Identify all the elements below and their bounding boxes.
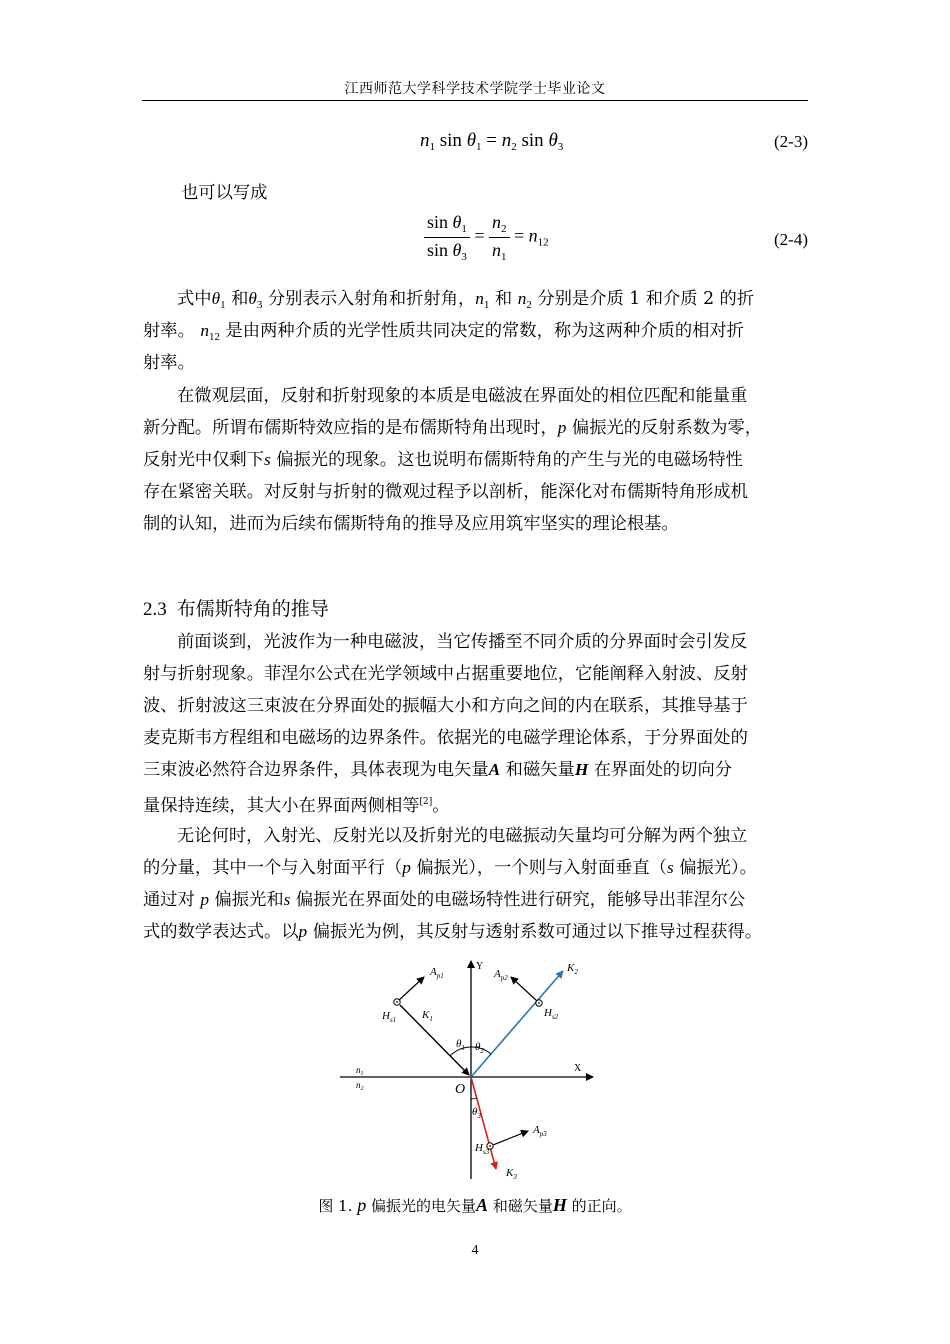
refracted-H-dot [489, 1145, 491, 1147]
math-symbol: θ [248, 289, 257, 308]
math-symbol: s [263, 450, 271, 469]
text: 式的数学表达式。以 [143, 922, 299, 942]
subscript: 12 [209, 331, 220, 343]
eq-symbol: θ [452, 212, 462, 232]
eq-symbol: θ [452, 240, 462, 260]
text: 波、折射波这三束波在分界面处的振幅大小和方向之间的内在联系，其推导基于 [143, 696, 748, 716]
medium-2-label: $n_2$ [356, 1080, 364, 1092]
equation-2-3 [420, 130, 563, 153]
math-symbol: n [475, 289, 484, 308]
label-Hs1: $H_{s1}$ [382, 1010, 397, 1024]
label-Ap2: $A_{p2}$ [494, 968, 508, 982]
text: 和 [494, 289, 513, 309]
text: 无论何时，入射光、反射光以及折射光的电磁振动矢量均可分解为两个独立 [177, 826, 748, 846]
incident-H-dot [396, 1001, 398, 1003]
text: 偏振光的电矢量 [371, 1197, 477, 1215]
math-symbol: s [666, 858, 674, 877]
math-symbol: p [357, 1195, 367, 1215]
eq-operator: = [514, 225, 525, 246]
label-theta1: $\theta_1$ [456, 1038, 465, 1052]
text: 分别表示入射角和折射角， [267, 289, 476, 309]
eq-function: sin [427, 240, 449, 260]
text: 和 [231, 289, 249, 309]
math-symbol: n [517, 289, 527, 308]
math-symbol: n [200, 321, 209, 340]
math-symbol: A [488, 760, 501, 779]
text: 分别是介质 1 和介质 2 的折 [537, 289, 755, 309]
equation-intro: 也可以写成 [181, 183, 268, 203]
figure-caption [0, 1195, 950, 1216]
text: 通过对 [143, 890, 195, 910]
math-symbol: H [574, 760, 589, 779]
text: 偏振光）。 [679, 858, 757, 878]
eq-symbol: n [501, 130, 512, 151]
label-Ap3: $A_{p3}$ [533, 1124, 547, 1138]
text: 新分配。所谓布儒斯特效应指的是布儒斯特角出现时， [143, 418, 558, 438]
math-symbol: s [283, 890, 291, 909]
label-K1: $K_1$ [422, 1009, 433, 1023]
text: 的正向。 [571, 1197, 632, 1215]
text: 偏振光和 [214, 890, 284, 910]
equation-2-4 [424, 212, 549, 263]
math-symbol: p [298, 922, 308, 941]
label-K2: $K_2$ [567, 962, 578, 976]
text: 。 [432, 796, 450, 816]
math-symbol: H [552, 1195, 567, 1215]
equation-number: (2-4) [774, 230, 808, 249]
math-symbol: p [402, 858, 411, 877]
incident-E-vector [398, 977, 424, 1001]
eq-function: sin [427, 212, 449, 232]
reflected-H-dot [538, 1002, 540, 1004]
text: 式中 [177, 289, 212, 309]
angle-arc-3 [471, 1098, 477, 1099]
label-Ap1: $A_{p1}$ [430, 966, 444, 980]
text: 的分量，其中一个与入射面平行（ [143, 858, 403, 878]
eq-symbol: n [492, 240, 502, 260]
equation-number: (2-3) [774, 132, 808, 151]
text: 在微观层面，反射和折射现象的本质是电磁波在界面处的相位匹配和能量重 [177, 386, 748, 406]
text: 偏振光的现象。这也说明布儒斯特角的产生与光的电磁场特性 [276, 450, 743, 470]
label-Hs2: $H_{s2}$ [544, 1007, 559, 1021]
text: 是由两种介质的光学性质共同决定的常数，称为这两种介质的相对折 [225, 321, 744, 341]
eq-subscript: 3 [461, 251, 467, 263]
math-symbol: θ [211, 289, 221, 308]
text: 前面谈到，光波作为一种电磁波，当它传播至不同介质的分界面时会引发反 [177, 632, 748, 652]
medium-1-label: $n_1$ [356, 1065, 364, 1077]
text: 和磁矢量 [492, 1197, 553, 1215]
label-Hs3: $H_{s3}$ [475, 1142, 490, 1156]
eq-subscript: 12 [537, 236, 549, 249]
page-number: 4 [471, 1243, 479, 1258]
eq-symbol: θ [466, 130, 477, 151]
fraction [489, 212, 510, 263]
eq-subscript: 1 [501, 251, 507, 263]
reflected-E-vector [511, 977, 537, 1001]
eq-function: sin [439, 130, 462, 151]
y-axis-label: Y [476, 961, 484, 972]
eq-symbol: n [528, 225, 538, 246]
running-header: 江西师范大学科学技术学院学士毕业论文 [344, 81, 606, 97]
eq-function: sin [521, 130, 544, 151]
text: 量保持连续，其大小在界面两侧相等 [143, 796, 420, 816]
paragraph-definitions [143, 283, 808, 379]
fraction [424, 212, 470, 263]
text: 和磁矢量 [505, 760, 575, 780]
eq-symbol: θ [548, 130, 558, 151]
caption-prefix: 图 1. [318, 1197, 353, 1215]
text: 射率。 [143, 353, 195, 373]
eq-subscript: 1 [476, 141, 482, 153]
text: 偏振光的反射系数为零， [571, 418, 763, 438]
reflected-ray [471, 971, 563, 1077]
eq-operator: = [486, 130, 497, 151]
section-title: 布儒斯特角的推导 [176, 598, 329, 620]
section-heading [143, 594, 329, 621]
text: 麦克斯韦方程组和电磁场的边界条件。依据光的电磁学理论体系，于分界面处的 [143, 728, 748, 748]
eq-subscript: 1 [429, 141, 435, 153]
refracted-E-vector [493, 1131, 528, 1145]
math-symbol: A [476, 1195, 489, 1215]
eq-symbol: n [492, 212, 502, 232]
x-axis-label: X [574, 1063, 582, 1074]
citation: [2] [419, 797, 433, 807]
subscript: 1 [483, 299, 490, 311]
subscript: 1 [220, 299, 226, 311]
label-theta2: $\theta_2$ [475, 1041, 484, 1055]
eq-operator: = [474, 225, 485, 246]
label-K3: $K_3$ [506, 1167, 517, 1181]
header-rule [142, 100, 808, 101]
eq-subscript: 2 [511, 141, 517, 153]
text: 偏振光在界面处的电磁场特性进行研究，能够导出菲涅尔公 [295, 890, 746, 910]
text: 射与折射现象。菲涅尔公式在光学领域中占据重要地位，它能阐释入射波、反射 [143, 664, 748, 684]
text: 偏振光为例，其反射与透射系数可通过以下推导过程获得。 [312, 922, 763, 942]
eq-subscript: 1 [461, 223, 467, 235]
text: 反射光中仅剩下 [143, 450, 264, 470]
text: 存在紧密关联。对反射与折射的微观过程予以剖析，能深化对布儒斯特角形成机 [143, 482, 748, 502]
paragraph-microscopic [143, 380, 808, 540]
eq-subscript: 3 [557, 141, 564, 153]
polarization-diagram [330, 955, 620, 1185]
label-theta3: $\theta_3$ [472, 1106, 481, 1120]
paragraph-polarization [143, 820, 808, 948]
text: 偏振光），一个则与入射面垂直（ [416, 858, 667, 878]
subscript: 2 [526, 299, 532, 311]
eq-subscript: 2 [501, 223, 507, 235]
math-symbol: p [557, 418, 567, 437]
paragraph-fresnel [143, 626, 808, 818]
text: 三束波必然符合边界条件，具体表现为电矢量 [143, 760, 489, 780]
math-symbol: p [200, 890, 209, 909]
text: 射率。 [143, 321, 195, 341]
subscript: 3 [256, 299, 263, 311]
origin-label: O [455, 1082, 466, 1097]
text: 在界面处的切向分 [593, 760, 733, 780]
section-number: 2.3 [143, 599, 167, 620]
text: 制的认知，进而为后续布儒斯特角的推导及应用筑牢坚实的理论根基。 [143, 514, 679, 534]
eq-symbol: n [420, 130, 430, 151]
